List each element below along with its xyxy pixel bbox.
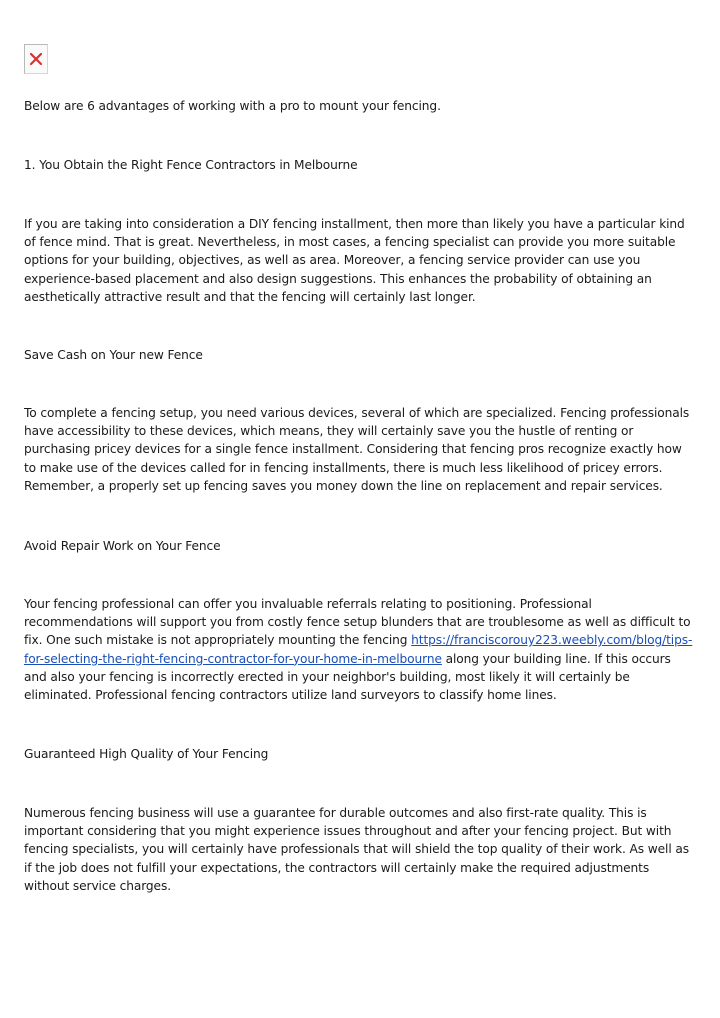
body-text-before-link: Your fencing professional can offer you invaluable referrals relating to positioning. Professional recommendations will support you from costly fence setup blunders that are troublesome as well as difficult to fix. One such mistake is not appropriately mounting the fencing (24, 597, 691, 648)
broken-image-icon (24, 44, 48, 74)
intro-paragraph: Below are 6 advantages of working with a pro to mount your fencing. (24, 99, 441, 113)
section-heading-guaranteed-quality: Guaranteed High Quality of Your Fencing (24, 747, 269, 761)
article-link[interactable]: https://franciscorouy223.weebly.com/blog/tips-for-selecting-the-right-fencing-contractor-for-your-home-in-melbourne (24, 633, 693, 666)
section-heading-save-cash: Save Cash on Your new Fence (24, 348, 203, 362)
section-body-right-contractors: If you are taking into consideration a DIY fencing installment, then more than likely you have a particular kind of fence mind. That is great. Nevertheless, in most cases, a fencing specialist can provide you more suitable options for your building, objectives, as well as area. Moreover, a fencing service provider can use you experience-based placement and also design suggestions. This enhances the probability of obtaining an aesthetically attractive result and that the fencing will certainly last longer. (24, 217, 685, 304)
section-body-save-cash: To complete a fencing setup, you need various devices, several of which are specialized. Fencing professionals have accessibility to these devices, which means, they will certainly save you the hustle of renting or purchasing pricey devices for a single fence installment. Considering that fencing pros recognize exactly how to make use of the devices called for in fencing installments, there is much less likelihood of pricey errors. Remember, a properly set up fencing saves you money down the line on replacement and repair services. (24, 406, 690, 493)
section-body-avoid-repair (24, 595, 696, 704)
section-body-guaranteed-quality: Numerous fencing business will use a guarantee for durable outcomes and also first-rate quality. This is important considering that you might experience issues throughout and after your fencing project. But with fencing specialists, you will certainly have professionals that will shield the top quality of their work. As well as if the job does not fulfill your expectations, the contractors will certainly make the required adjustments without service charges. (24, 806, 690, 893)
body-text-after-link: along your building line. If this occurs and also your fencing is incorrectly erected in your neighbor's building, most likely it will certainly be eliminated. Professional fencing contractors utilize land surveyors to classify home lines. (24, 651, 671, 703)
section-heading-right-contractors: 1. You Obtain the Right Fence Contractors in Melbourne (24, 158, 358, 172)
section-heading-avoid-repair: Avoid Repair Work on Your Fence (24, 539, 221, 553)
